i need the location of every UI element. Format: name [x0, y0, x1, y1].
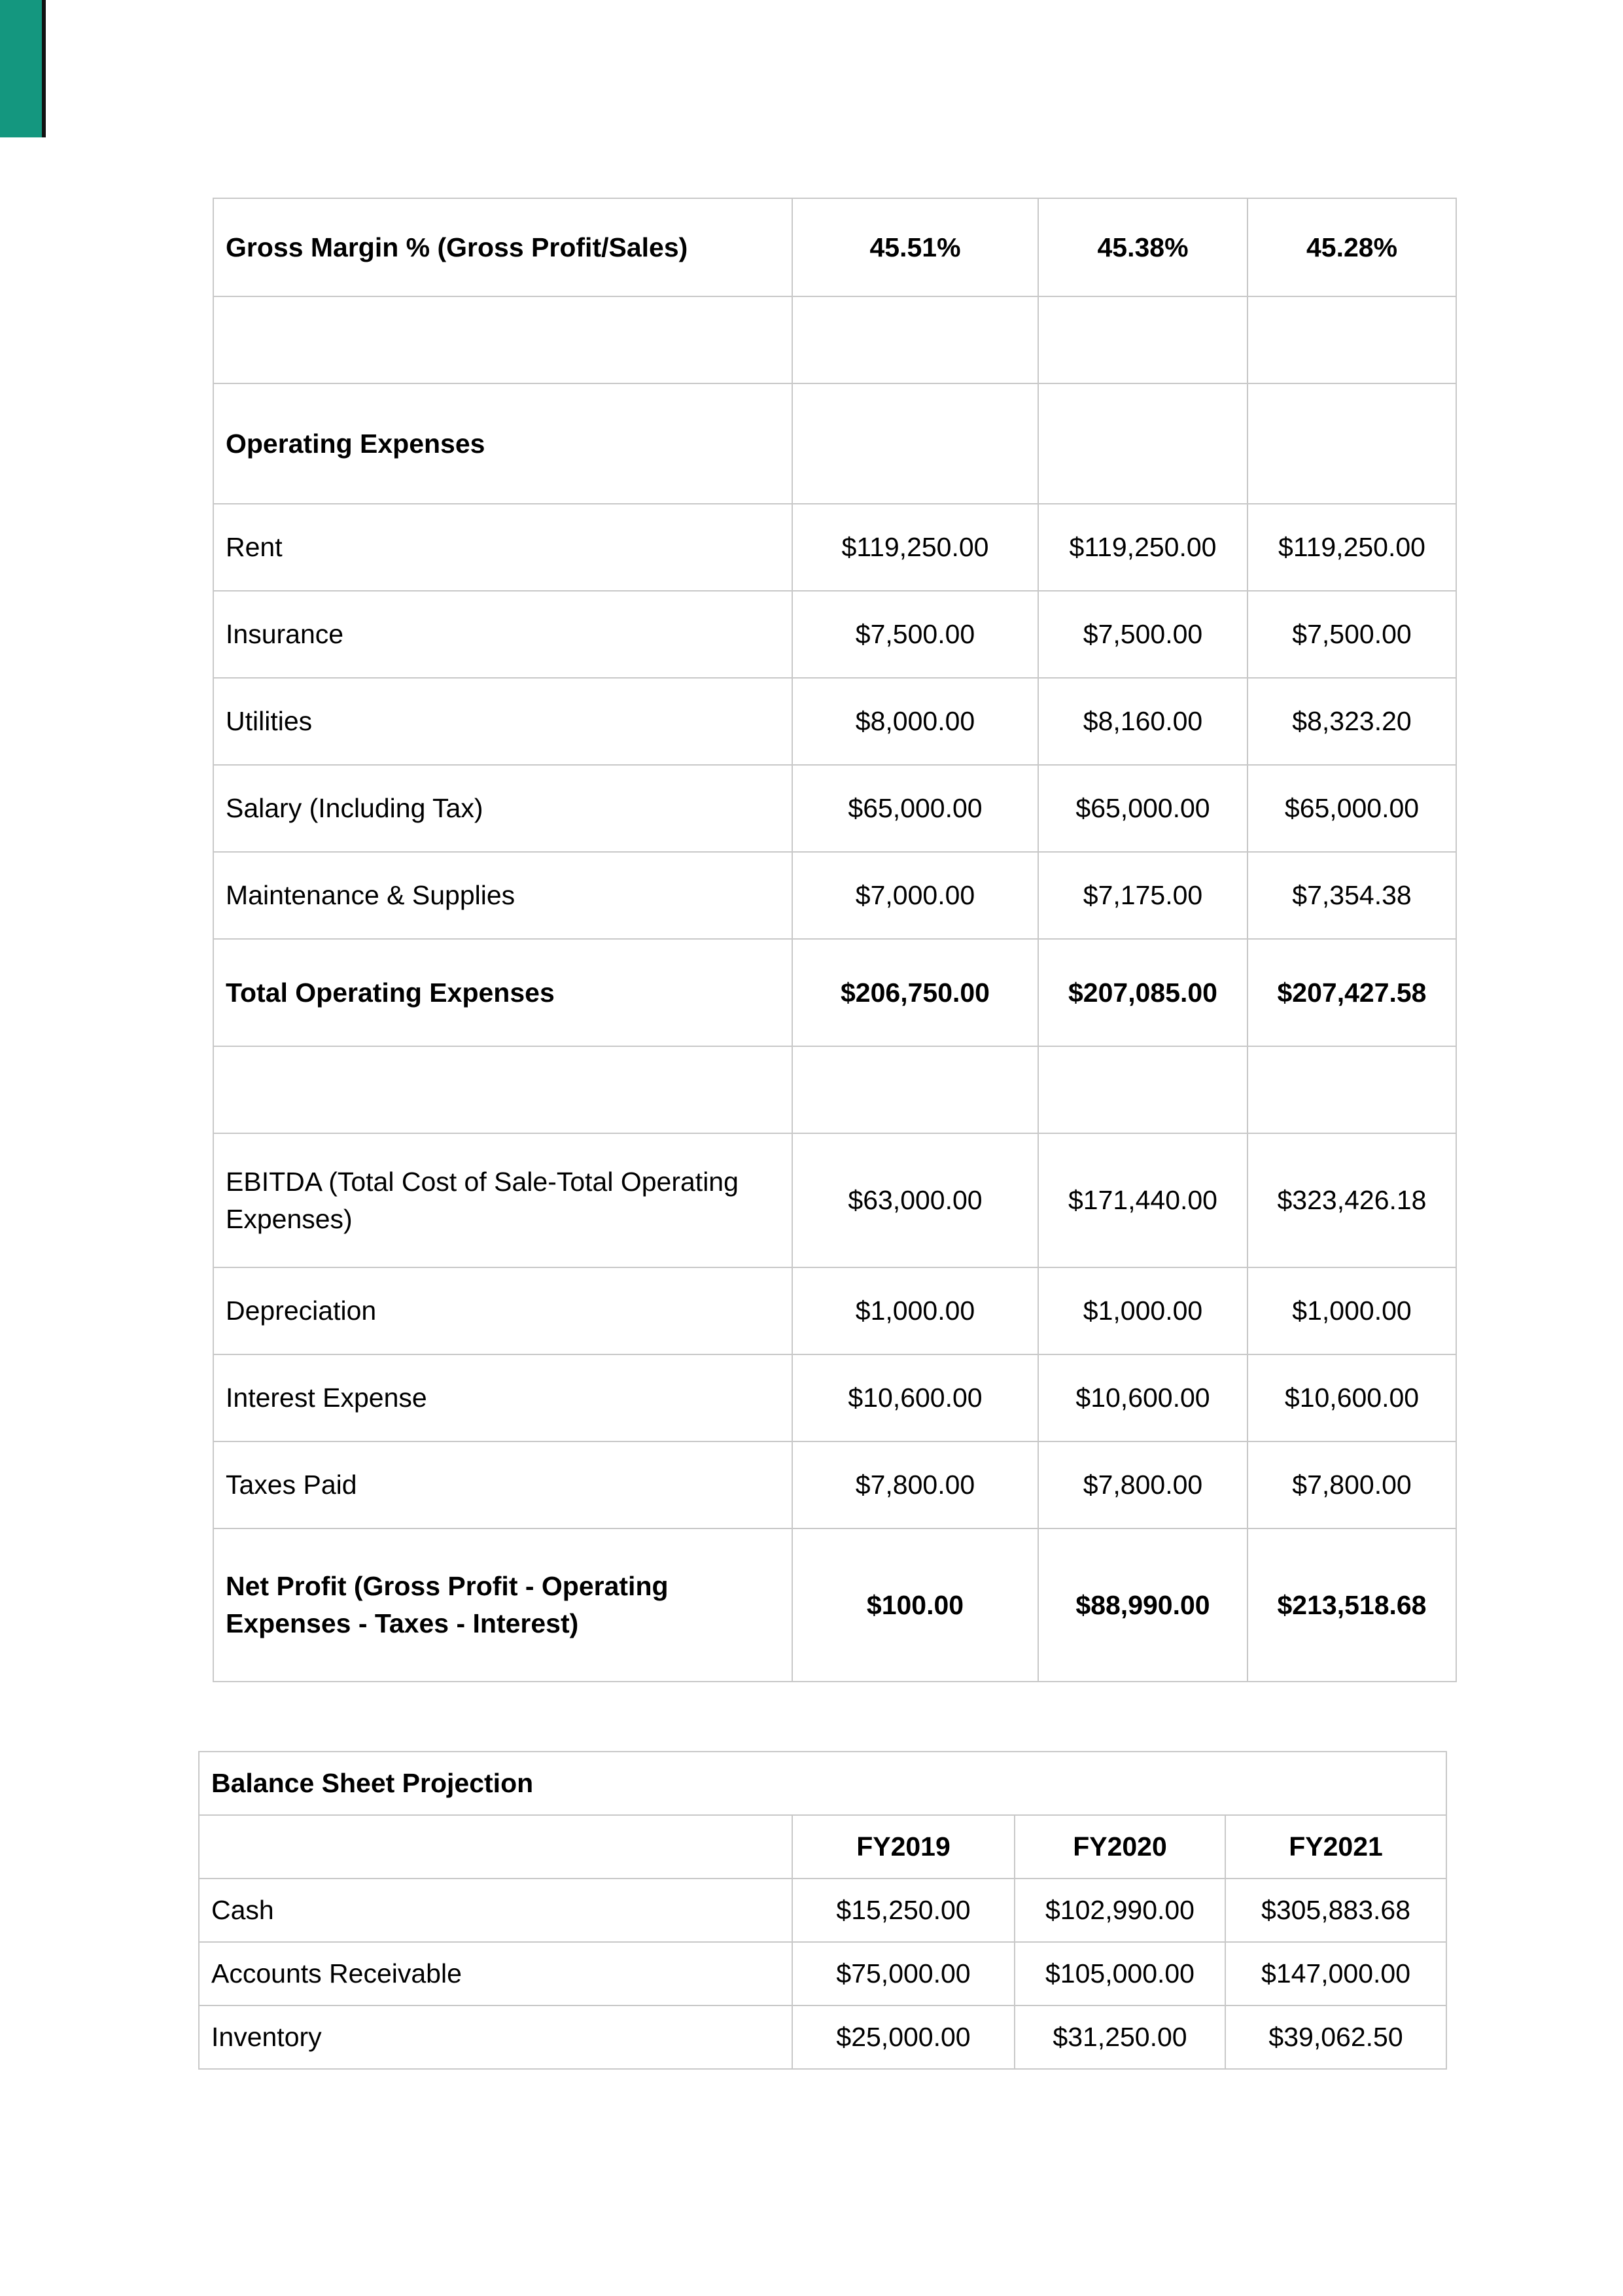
- value-cell: $75,000.00: [792, 1942, 1015, 2005]
- header-cell-fy2020: FY2020: [1015, 1815, 1225, 1879]
- table-row: [213, 939, 1456, 1046]
- value-cell-year-3: $10,600.00: [1248, 1354, 1456, 1441]
- table-row: [213, 591, 1456, 678]
- row-label: Operating Expenses: [213, 383, 792, 504]
- table-row: [213, 852, 1456, 939]
- value-cell-year-1: $100.00: [792, 1528, 1038, 1682]
- balance-header-row: [199, 1815, 1446, 1879]
- value-cell-year-2: $1,000.00: [1038, 1267, 1248, 1354]
- value-cell-year-2: $171,440.00: [1038, 1133, 1248, 1267]
- value-cell-year-1: 45.51%: [792, 198, 1038, 296]
- table-row: [199, 1879, 1446, 1942]
- value-cell-year-1: $7,500.00: [792, 591, 1038, 678]
- income-statement-table: [213, 198, 1457, 1682]
- value-cell-year-3: $7,354.38: [1248, 852, 1456, 939]
- row-label: Maintenance & Supplies: [213, 852, 792, 939]
- value-cell-year-1: $206,750.00: [792, 939, 1038, 1046]
- table-row: [213, 1046, 1456, 1133]
- value-cell-year-1: $10,600.00: [792, 1354, 1038, 1441]
- row-label: [213, 296, 792, 383]
- value-cell-year-3: [1248, 1046, 1456, 1133]
- value-cell: $105,000.00: [1015, 1942, 1225, 2005]
- table-row: [213, 296, 1456, 383]
- row-label: Cash: [199, 1879, 792, 1942]
- value-cell-year-1: [792, 1046, 1038, 1133]
- row-label: Taxes Paid: [213, 1441, 792, 1528]
- table-row: [213, 198, 1456, 296]
- header-cell-fy2019: FY2019: [792, 1815, 1015, 1879]
- row-label: Salary (Including Tax): [213, 765, 792, 852]
- value-cell-year-2: [1038, 296, 1248, 383]
- value-cell-year-1: $7,800.00: [792, 1441, 1038, 1528]
- value-cell-year-3: 45.28%: [1248, 198, 1456, 296]
- table-row: [213, 504, 1456, 591]
- value-cell-year-1: $119,250.00: [792, 504, 1038, 591]
- value-cell-year-2: $8,160.00: [1038, 678, 1248, 765]
- value-cell-year-2: [1038, 1046, 1248, 1133]
- value-cell-year-3: [1248, 383, 1456, 504]
- balance-sheet-title: Balance Sheet Projection: [199, 1752, 1446, 1815]
- value-cell-year-3: $323,426.18: [1248, 1133, 1456, 1267]
- row-label: Total Operating Expenses: [213, 939, 792, 1046]
- value-cell-year-3: $213,518.68: [1248, 1528, 1456, 1682]
- value-cell-year-3: $65,000.00: [1248, 765, 1456, 852]
- value-cell-year-2: $65,000.00: [1038, 765, 1248, 852]
- value-cell-year-1: $65,000.00: [792, 765, 1038, 852]
- table-row: [213, 765, 1456, 852]
- table-row: [213, 1528, 1456, 1682]
- value-cell: $31,250.00: [1015, 2005, 1225, 2069]
- value-cell-year-1: [792, 383, 1038, 504]
- value-cell-year-2: 45.38%: [1038, 198, 1248, 296]
- row-label: Rent: [213, 504, 792, 591]
- row-label: Gross Margin % (Gross Profit/Sales): [213, 198, 792, 296]
- value-cell-year-3: $8,323.20: [1248, 678, 1456, 765]
- value-cell-year-2: [1038, 383, 1248, 504]
- value-cell-year-3: $207,427.58: [1248, 939, 1456, 1046]
- accent-bar: [0, 0, 46, 137]
- row-label: Inventory: [199, 2005, 792, 2069]
- value-cell: $39,062.50: [1225, 2005, 1446, 2069]
- balance-sheet-table: [198, 1751, 1447, 2070]
- value-cell: $147,000.00: [1225, 1942, 1446, 2005]
- value-cell-year-1: $1,000.00: [792, 1267, 1038, 1354]
- value-cell-year-2: $207,085.00: [1038, 939, 1248, 1046]
- value-cell-year-2: $7,800.00: [1038, 1441, 1248, 1528]
- row-label: Net Profit (Gross Profit - Operating Expenses - Taxes - Interest): [213, 1528, 792, 1682]
- value-cell-year-3: $119,250.00: [1248, 504, 1456, 591]
- table-row: [199, 2005, 1446, 2069]
- table-row: [213, 678, 1456, 765]
- value-cell: $102,990.00: [1015, 1879, 1225, 1942]
- value-cell-year-2: $119,250.00: [1038, 504, 1248, 591]
- table-row: [213, 1133, 1456, 1267]
- row-label: Insurance: [213, 591, 792, 678]
- value-cell-year-2: $7,500.00: [1038, 591, 1248, 678]
- value-cell-year-1: $8,000.00: [792, 678, 1038, 765]
- table-row: [213, 1267, 1456, 1354]
- header-cell-label: [199, 1815, 792, 1879]
- row-label: Interest Expense: [213, 1354, 792, 1441]
- row-label: Utilities: [213, 678, 792, 765]
- value-cell: $15,250.00: [792, 1879, 1015, 1942]
- value-cell-year-1: $7,000.00: [792, 852, 1038, 939]
- value-cell-year-3: $7,800.00: [1248, 1441, 1456, 1528]
- value-cell-year-3: $7,500.00: [1248, 591, 1456, 678]
- row-label: Accounts Receivable: [199, 1942, 792, 2005]
- table-row: [213, 1354, 1456, 1441]
- value-cell-year-1: [792, 296, 1038, 383]
- row-label: [213, 1046, 792, 1133]
- header-cell-fy2021: FY2021: [1225, 1815, 1446, 1879]
- balance-title-row: [199, 1752, 1446, 1815]
- table-row: [199, 1942, 1446, 2005]
- value-cell-year-2: $10,600.00: [1038, 1354, 1248, 1441]
- row-label: EBITDA (Total Cost of Sale-Total Operating Expenses): [213, 1133, 792, 1267]
- value-cell-year-1: $63,000.00: [792, 1133, 1038, 1267]
- value-cell-year-2: $88,990.00: [1038, 1528, 1248, 1682]
- table-row: [213, 383, 1456, 504]
- table-row: [213, 1441, 1456, 1528]
- value-cell: $305,883.68: [1225, 1879, 1446, 1942]
- value-cell: $25,000.00: [792, 2005, 1015, 2069]
- value-cell-year-3: [1248, 296, 1456, 383]
- row-label: Depreciation: [213, 1267, 792, 1354]
- value-cell-year-3: $1,000.00: [1248, 1267, 1456, 1354]
- value-cell-year-2: $7,175.00: [1038, 852, 1248, 939]
